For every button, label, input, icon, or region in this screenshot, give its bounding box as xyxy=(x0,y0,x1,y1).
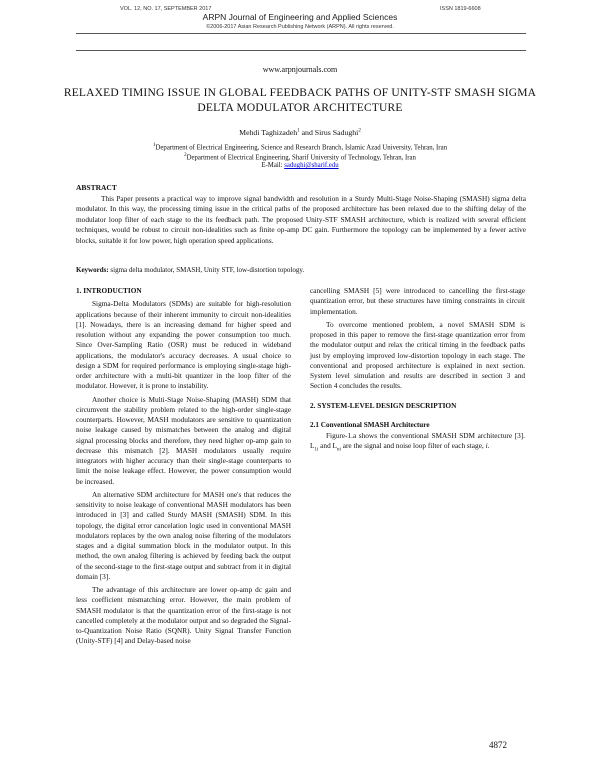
copyright: ©2006-2017 Asian Research Publishing Network (ARPN). All rights reserved. xyxy=(206,24,394,30)
header-rule xyxy=(76,33,526,34)
author-2: Sirus Sadughi xyxy=(314,128,359,137)
affiliation-1-text: Department of Electrical Engineering, Science and Research Branch, Islamic Azad University, Tehran, Iran xyxy=(155,144,447,152)
section-2-text-a: Figure-1.a shows the conventional SMASH SDM architecture [3]. L xyxy=(310,431,525,451)
intro-paragraph-1: Sigma-Delta Modulators (SDMs) are suitable for high-resolution applications because of their inherent immunity to circuit non-idealities [1]. Nowadays, there is an increasing demand for higher speed and resolution without any expanding the power consumption too much. Since Over-Sampling Ratio (OSR) must be reduced in wideband applications, the modulator's accuracy decreases. A usual choice to design a SDM for required performance is employing single-stage high-order architecture with a multi-bit quantizer in the loop filter of the modulator. However, it is prone to instability. xyxy=(76,299,291,391)
website: www.arpnjournals.com xyxy=(262,65,338,74)
intro-paragraph-4: The advantage of this architecture are lower op-amp dc gain and less coefficient mismatching error. However, the main problem of SMASH modulator is that the quantization error of the first-stage is not cancelled completely at the modulator output and so degraded the Signal-to-Quantization Noise Ratio (SQNR). Unity Signal Transfer Function (Unity-STF) [4] and Delay-based noise xyxy=(76,585,291,646)
author-2-sup: 2 xyxy=(358,128,361,134)
section-heading-introduction: 1. INTRODUCTION xyxy=(76,286,142,295)
section-2-text-d: . xyxy=(487,441,490,451)
author-conjunction: and xyxy=(299,128,315,137)
email-link[interactable]: sadughi@sharif.edu xyxy=(284,162,339,169)
abstract-heading: ABSTRACT xyxy=(76,183,117,192)
intro-paragraph-5: To overcome mentioned problem, a novel SMASH SDM is proposed in this paper to remove the first-stage quantization error from the modulator output and relax the critical timing in the feedback paths just by employing improved low-distortion topology in each stage. The conventional and proposed architecture is explained in next section. System level simulation and results are described in section 3 and Section 4 concludes the results. xyxy=(310,319,525,391)
intro-paragraph-3: An alternative SDM architecture for MASH one's that reduces the sensitivity to noise leakage of conventional MASH modulators has been introduced in [3] and called Sturdy MASH (SMASH) SDM. In this topology, the digital error cancelation logic used in conventional MASH modulators replaces by the own analog noise filtering of the modulators stages and a digital summation block in the modulator output. In this method, the own analog filtering is achieved by feeding back the output of the second-stage to the first-stage output and subtract from it in digital domain [3]. xyxy=(76,489,291,581)
subscript-ni: ni xyxy=(337,447,341,453)
subscript-1i: 1i xyxy=(314,447,319,453)
left-column xyxy=(76,286,291,650)
volume-line: VOL. 12, NO. 17, SEPTEMBER 2017 xyxy=(120,6,212,12)
keywords xyxy=(76,266,526,274)
keywords-label: Keywords: xyxy=(76,266,109,274)
intro-paragraph-2: Another choice is Multi-Stage Noise-Shaping (MASH) SDM that circumvent the stability problem related to the high-order single-stage counterparts. However, MASH modulators are sensitive to quantization noise leakage caused by mismatches between the analog and digital signal processing blocks and therefore, they need higher op-amp gain to decrease this mismatch [2]. MASH modulators usually require integrators with higher accuracy than their single-stage counterparts to limit the noise leakage effect. However, the power consumption would be increased. xyxy=(76,394,291,486)
intro-paragraph-4-continued: cancelling SMASH [5] were introduced to cancelling the first-stage quantization error, but these structures have timing constraints in circuit implementation. xyxy=(310,286,525,316)
authors xyxy=(0,128,600,137)
email-line xyxy=(0,161,600,170)
section-2-paragraph-1 xyxy=(310,431,525,456)
issn: ISSN 1819-6608 xyxy=(440,6,481,12)
affiliation-2-text: Department of Electrical Engineering, Sharif University of Technology, Tehran, Iran xyxy=(186,154,416,162)
journal-name: ARPN Journal of Engineering and Applied Sciences xyxy=(202,12,398,22)
section-2-text-c: are the signal and noise loop filter of each stage, xyxy=(340,441,486,451)
paper-title: RELAXED TIMING ISSUE IN GLOBAL FEEDBACK PATHS OF UNITY-STF SMASH SIGMA DELTA MODULATOR ARCHITECTURE xyxy=(63,87,537,114)
affiliation-2-sup: 2 xyxy=(184,153,187,158)
section-heading-system-level: 2. SYSTEM-LEVEL DESIGN DESCRIPTION xyxy=(310,400,457,410)
right-column xyxy=(310,286,525,459)
header-rule-lower xyxy=(76,50,526,51)
email-label: E-Mail: xyxy=(261,162,285,169)
section-2-text-b: and L xyxy=(318,441,338,451)
author-1: Mehdi Taghizadeh xyxy=(239,128,298,137)
abstract-text: This Paper presents a practical way to improve signal bandwidth and resolution in a Sturdy Multi-Stage Noise-Shaping (SMASH) sigma delta modulator. In this way, the processing timing issue in the critical paths of the proposed architecture has been relaxed due to the shifting delay of the modulator loop filter of each stage to the its feedback path. The proposed Unity-STF SMASH architecture, which is realized with several efficient techniques, would be robust to circuit non-idealities such as finite op-amp DC gain. Furthermore the topology can be implemented by a fewer active blocks, suitable it for low power, high operation speed applications. xyxy=(76,194,526,245)
author-1-sup: 1 xyxy=(297,128,300,134)
subsection-heading-conventional: 2.1 Conventional SMASH Architecture xyxy=(310,420,430,429)
section-2-italic-i: i xyxy=(485,441,488,451)
keywords-text: sigma delta modulator, SMASH, Unity STF, low-distortion topology. xyxy=(108,266,305,274)
page-number: 4872 xyxy=(489,740,507,750)
affiliation-1-sup: 1 xyxy=(153,143,156,148)
